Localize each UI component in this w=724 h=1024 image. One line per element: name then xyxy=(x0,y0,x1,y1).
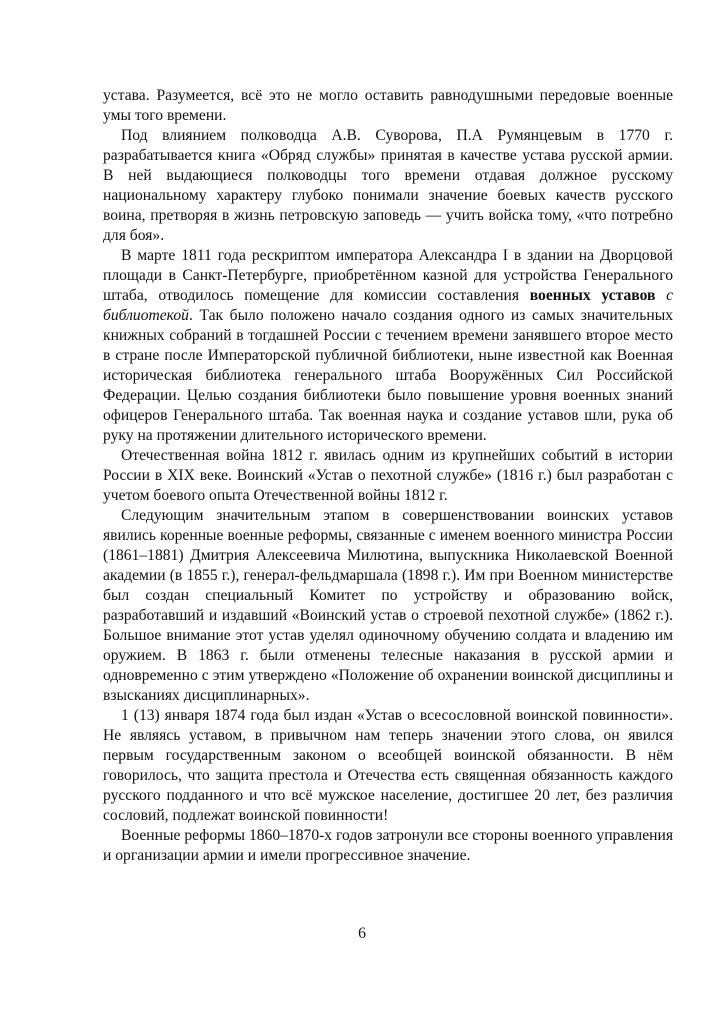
paragraph-1874-statute: 1 (13) января 1874 года был издан «Устав о всесословной воинской повинности». Не являясь уставом, в привычном нам теперь значении этого слова, он явился первым государственным законом о всеобщей воинской обязанности. В нём говорилось, что защита престола и Отечества есть священная обязанность каждого русского подданного и что всё мужское население, достигшее 20 лет, без различия сословий, подлежат воинской повинности! xyxy=(103,707,673,824)
italic-with-library: с библиотекой xyxy=(103,287,673,324)
paragraph-1811 xyxy=(103,246,673,446)
paragraph-continuation: устава. Разумеется, всё это не могло оставить равнодушными передовые военные умы того времени. xyxy=(103,87,673,124)
paragraph-1811-end: . Так было положено начало создания одного из самых значительных книжных собраний в тогдашней России с течением времени занявшего второе место в стране после Императорской публичной библиотеки, ныне известной как Военная историческая библиотека генерального штаба Вооружённых Сил Российской Федерации. Целью создания библиотеки было повышение уровня военных знаний офицеров Генерального штаба. Так военная наука и создание уставов шли, рука об руку на протяжении длительного исторического времени. xyxy=(103,307,673,444)
bold-military-charters: военных уставов xyxy=(529,287,656,304)
page-number: 6 xyxy=(358,925,366,942)
paragraph-suvorov: Под влиянием полководца А.В. Суворова, П.А Румянцевым в 1770 г. разрабатывается книга «Обряд службы» принятая в качестве устава русской армии. В ней выдающиеся полководцы того времени отдавая должное русскому национальному характеру глубоко понимали значение боевых качеств русского воина, претворяя в жизнь петровскую заповедь — учить войска тому, «что потребно для боя». xyxy=(103,127,673,244)
body-text xyxy=(103,86,673,866)
paragraph-reforms-summary: Военные реформы 1860–1870-х годов затронули все стороны военного управления и организации армии и имели прогрессивное значение. xyxy=(103,827,673,864)
paragraph-1811-start: В марте 1811 года рескриптом императора Александра I в здании на Дворцовой площади в Санкт-Петербурге, приобретённом казной для устройства Генерального штаба, отводилось помещение для комиссии составления xyxy=(103,247,673,304)
paragraph-milyutin-reforms: Следующим значительным этапом в совершенствовании воинских уставов явились коренные военные реформы, связанные с именем военного министра России (1861–1881) Дмитрия Алексеевича Милютина, выпускника Николаевской Военной академии (в 1855 г.), генерал-фельдмаршала (1898 г.). Им при Военном министерстве был создан специальный Комитет по устройству и образованию войск, разработавший и издавший «Воинский устав о строевой пехотной службе» (1862 г.). Большое внимание этот устав уделял одиночному обучению солдата и владению им оружием. В 1863 г. были отменены телесные наказания в русской армии и одновременно с этим утверждено «Положение об охранении воинской дисциплины и взысканиях дисциплинарных». xyxy=(103,507,673,704)
paragraph-1812-war: Отечественная война 1812 г. явилась одним из крупнейших событий в истории России в XIX веке. Воинский «Устав о пехотной службе» (1816 г.) был разработан с учетом боевого опыта Отечественной войны 1812 г. xyxy=(103,447,673,504)
